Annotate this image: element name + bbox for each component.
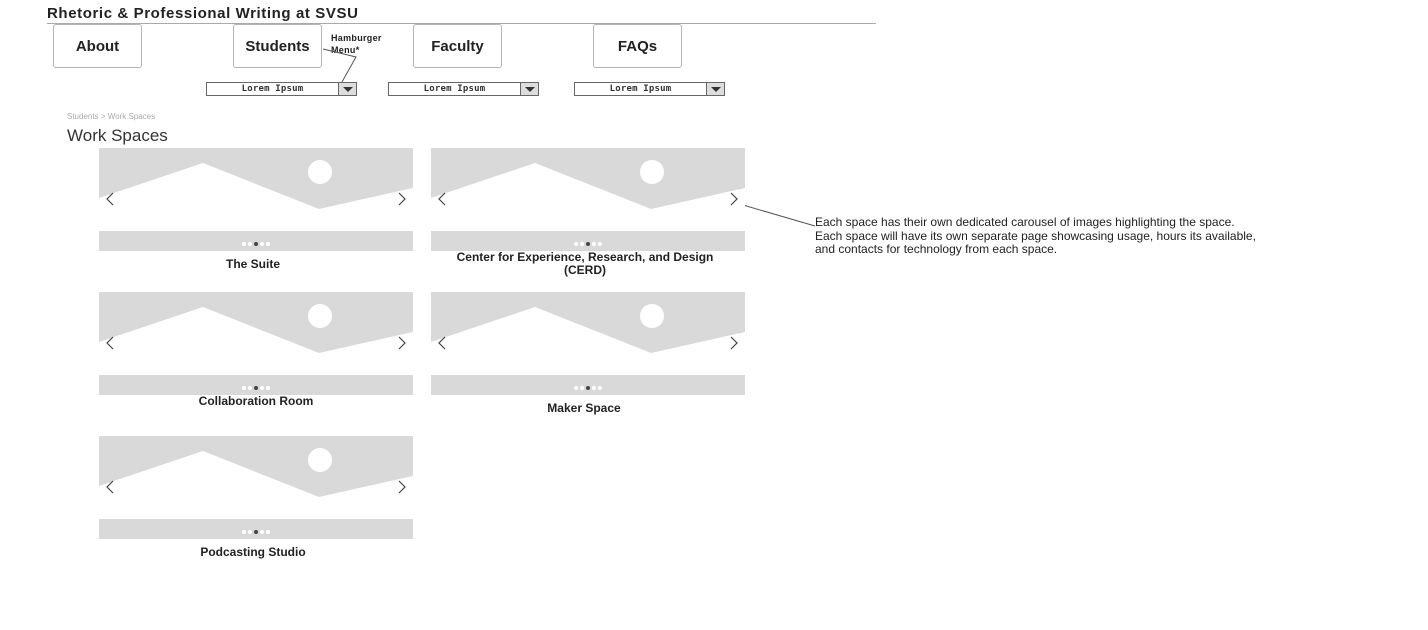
dropdown-arrow-icon[interactable] <box>338 83 356 95</box>
chevron-right-icon[interactable] <box>396 480 408 494</box>
annotation-line2: Each space will have its own separate page showcasing usage, hours its available, <box>815 228 1256 243</box>
carousel-dot[interactable] <box>586 242 590 246</box>
carousel-dot[interactable] <box>260 530 264 534</box>
carousel-dot[interactable] <box>598 242 602 246</box>
chevron-left-icon[interactable] <box>436 336 448 350</box>
chevron-left-icon[interactable] <box>104 336 116 350</box>
chevron-right-icon[interactable] <box>728 192 740 206</box>
chevron-left-icon[interactable] <box>104 480 116 494</box>
dropdown-value: Lorem Ipsum <box>241 84 304 94</box>
carousel-annotation <box>815 216 1285 257</box>
image-placeholder-icon <box>99 436 413 539</box>
carousel-dot[interactable] <box>242 242 246 246</box>
carousel-dot[interactable] <box>242 530 246 534</box>
caption-line2: (CERD) <box>564 263 606 277</box>
carousel-dot[interactable] <box>580 386 584 390</box>
carousel-dots <box>99 242 413 246</box>
carousel-dot[interactable] <box>580 242 584 246</box>
carousel-dot[interactable] <box>260 242 264 246</box>
workspace-caption-cerd[interactable] <box>428 251 742 277</box>
carousel-dot[interactable] <box>254 242 258 246</box>
annotation-line3: and contacts for technology from each space. <box>815 242 1058 256</box>
nav-students-button[interactable]: Students <box>233 24 322 68</box>
breadcrumb[interactable]: Students > Work Spaces <box>67 112 156 121</box>
caption-line1: Center for Experience, Research, and Design <box>456 250 714 264</box>
workspace-caption-collaboration-room[interactable]: Collaboration Room <box>198 394 314 408</box>
carousel-dot[interactable] <box>266 386 270 390</box>
carousel-maker-space[interactable] <box>431 292 745 395</box>
workspace-caption-maker-space[interactable]: Maker Space <box>547 401 621 415</box>
carousel-cerd[interactable] <box>431 148 745 251</box>
nav-faqs-button[interactable]: FAQs <box>593 24 682 68</box>
carousel-dot[interactable] <box>254 386 258 390</box>
carousel-dot[interactable] <box>254 530 258 534</box>
carousel-dot[interactable] <box>592 386 596 390</box>
carousel-dot[interactable] <box>598 386 602 390</box>
carousel-dot[interactable] <box>248 242 252 246</box>
image-placeholder-icon <box>99 148 413 251</box>
carousel-dot[interactable] <box>574 242 578 246</box>
hamburger-note-line2: Menu* <box>331 45 360 55</box>
nav-about-button[interactable]: About <box>53 24 142 68</box>
hamburger-note-line1: Hamburger <box>331 33 382 43</box>
carousel-dot[interactable] <box>592 242 596 246</box>
dropdown-arrow-icon[interactable] <box>520 83 538 95</box>
carousel-dot[interactable] <box>586 386 590 390</box>
image-placeholder-icon <box>431 148 745 251</box>
carousel-dot[interactable] <box>266 530 270 534</box>
carousel-collaboration-room[interactable] <box>99 292 413 395</box>
dropdown-value: Lorem Ipsum <box>609 84 672 94</box>
dropdown-arrow-icon[interactable] <box>706 83 724 95</box>
carousel-dot[interactable] <box>574 386 578 390</box>
annotation-line1: Each space has their own dedicated carousel of images highlighting the space. <box>815 215 1235 229</box>
chevron-left-icon[interactable] <box>436 192 448 206</box>
image-placeholder-icon <box>431 292 745 395</box>
carousel-dots <box>99 530 413 534</box>
carousel-podcasting-studio[interactable] <box>99 436 413 539</box>
nav-faculty-button[interactable]: Faculty <box>413 24 502 68</box>
dropdown-value: Lorem Ipsum <box>423 84 486 94</box>
hamburger-menu-note <box>331 32 382 56</box>
carousel-dot[interactable] <box>260 386 264 390</box>
chevron-left-icon[interactable] <box>104 192 116 206</box>
chevron-right-icon[interactable] <box>396 336 408 350</box>
chevron-right-icon[interactable] <box>396 192 408 206</box>
chevron-right-icon[interactable] <box>728 336 740 350</box>
carousel-callout-line <box>743 205 815 226</box>
carousel-dots <box>99 386 413 390</box>
carousel-dots <box>431 386 745 390</box>
carousel-dot[interactable] <box>242 386 246 390</box>
site-title: Rhetoric & Professional Writing at SVSU <box>47 5 359 22</box>
students-dropdown[interactable] <box>206 82 357 96</box>
carousel-dot[interactable] <box>248 386 252 390</box>
page-title: Work Spaces <box>67 126 168 145</box>
image-placeholder-icon <box>99 292 413 395</box>
workspace-caption-podcasting-studio[interactable]: Podcasting Studio <box>200 545 306 559</box>
faqs-dropdown[interactable] <box>574 82 725 96</box>
carousel-dots <box>431 242 745 246</box>
carousel-the-suite[interactable] <box>99 148 413 251</box>
faculty-dropdown[interactable] <box>388 82 539 96</box>
workspace-caption-the-suite[interactable]: The Suite <box>225 257 280 271</box>
carousel-dot[interactable] <box>266 242 270 246</box>
carousel-dot[interactable] <box>248 530 252 534</box>
